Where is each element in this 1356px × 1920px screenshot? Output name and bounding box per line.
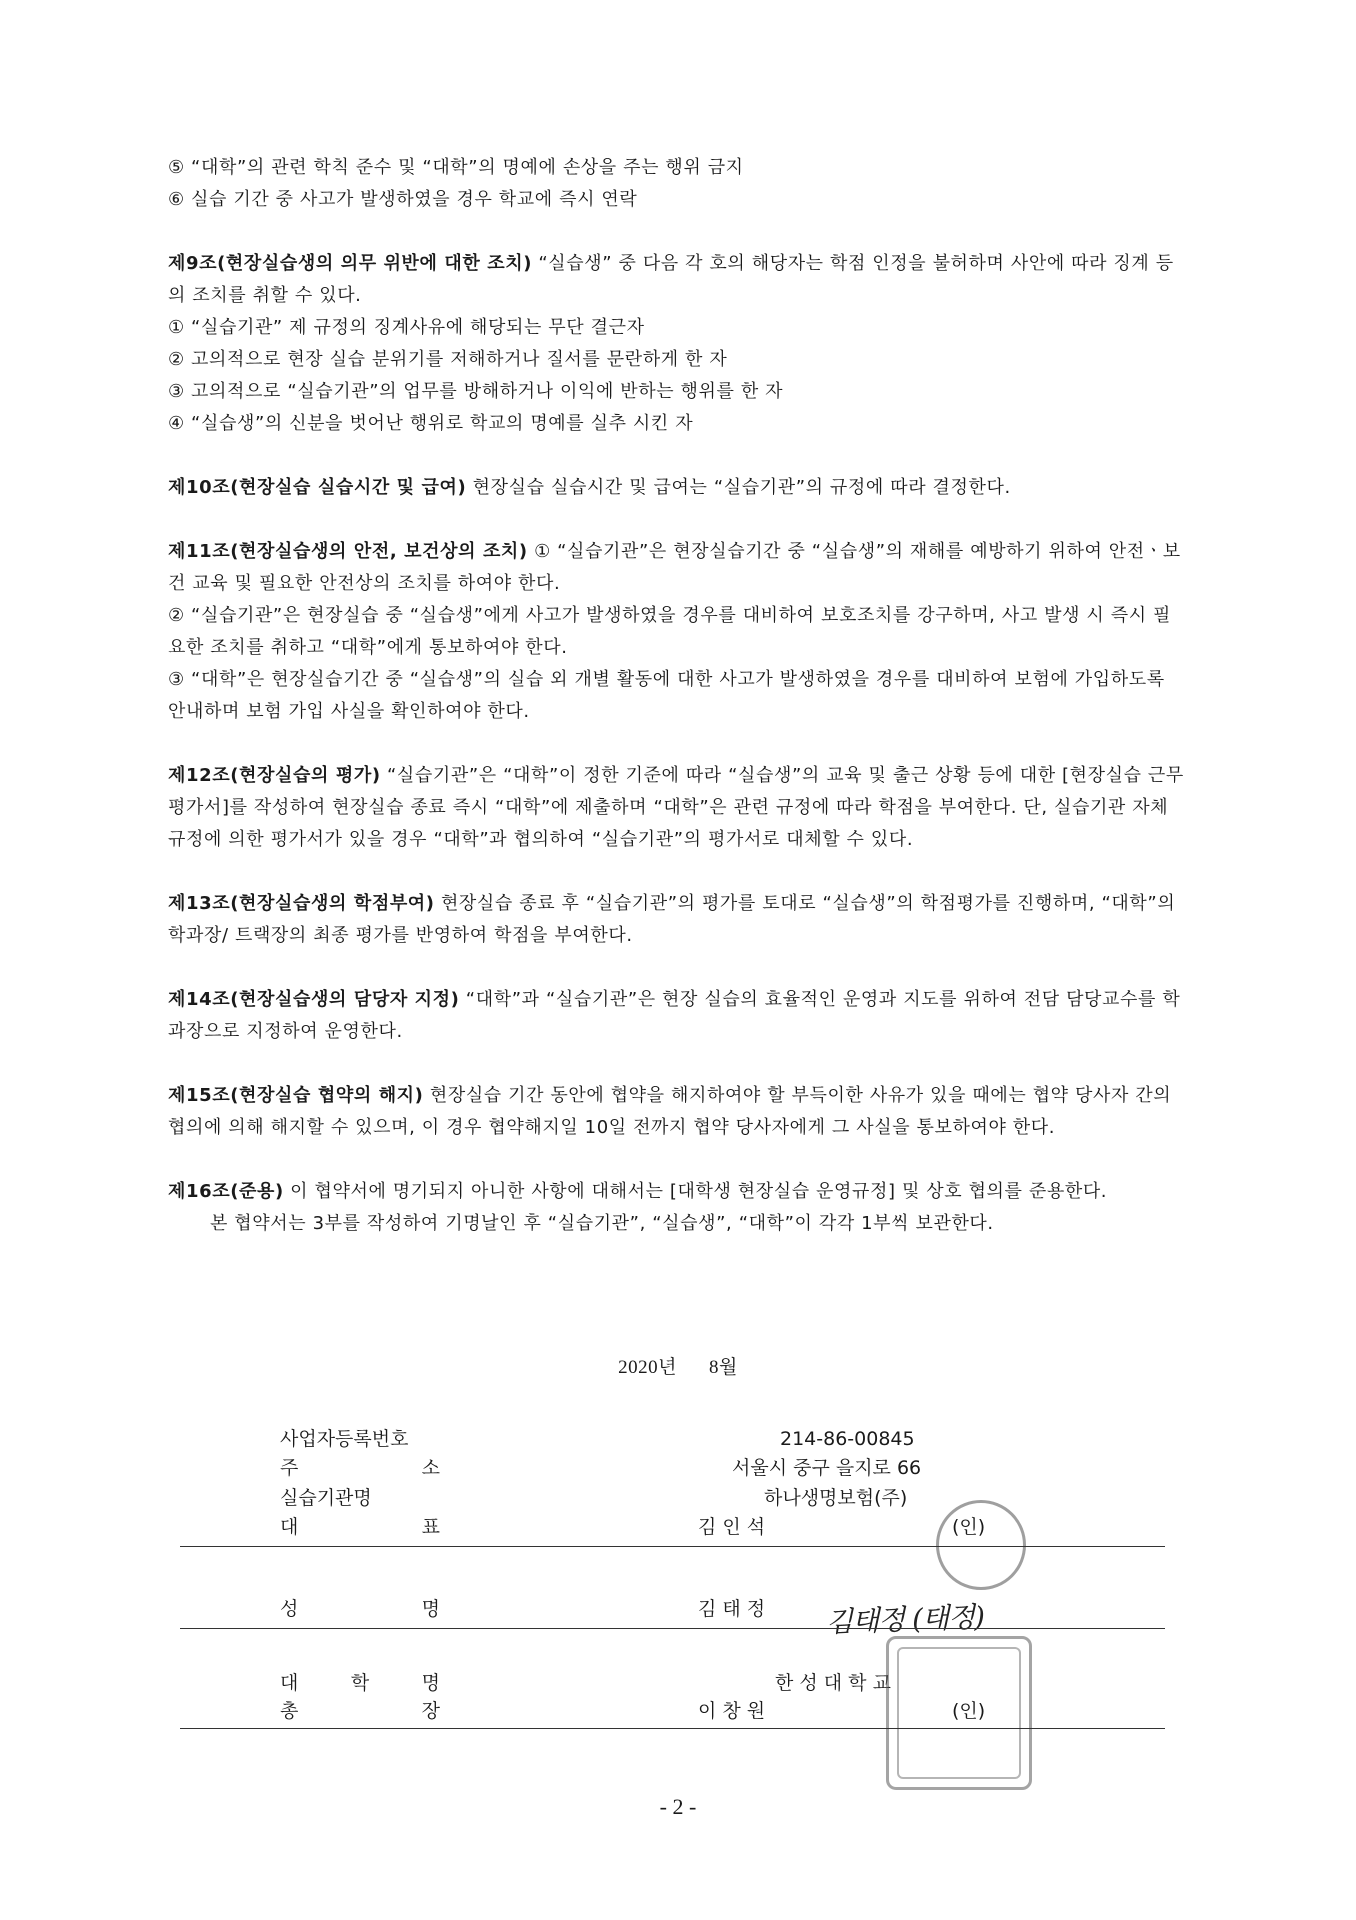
company-reg-row: [280, 1424, 1180, 1454]
company-address-label: 주 소: [280, 1457, 440, 1479]
university-name-row: [280, 1668, 1180, 1698]
page-number: - 2 -: [659, 1794, 697, 1819]
company-name-row: [280, 1483, 1180, 1513]
article-11-text-3: ③ “대학”은 현장실습기간 중 “실습생”의 실습 외 개별 활동에 대한 사고가 발생하였을 경우를 대비하여 보험에 가입하도록 안내하며 보험 가입 사실을 확인하여야 한다.: [168, 669, 1165, 722]
article-9-item-1: ① “실습기관” 제 규정의 징계사유에 해당되는 무단 결근자: [168, 317, 645, 338]
company-rep-value: 김 인 석: [698, 1516, 766, 1538]
article-13: [168, 888, 1188, 952]
article-9-item-3: ③ 고의적으로 “실습기관”의 업무를 방해하거나 이익에 반하는 행위를 한 자: [168, 381, 784, 402]
company-reg-value: 214-86-00845: [780, 1428, 915, 1450]
article-9: [168, 248, 1188, 312]
article-9-item-4: ④ “실습생”의 신분을 벗어난 행위로 학교의 명예를 실추 시킨 자: [168, 413, 694, 434]
article-15-title: 제15조(현장실습 협약의 해지): [168, 1085, 424, 1106]
university-seal: [886, 1636, 1032, 1790]
article-11-text-1: ① “실습기관”은 현장실습기간 중 “실습생”의 재해를 예방하기 위하여 안전ㆍ보건 교육 및 필요한 안전상의 조치를 하여야 한다.: [168, 541, 1181, 594]
article-16: [168, 1176, 1188, 1208]
student-name-row: [280, 1594, 1180, 1624]
student-name-label: 성 명: [280, 1598, 440, 1620]
divider-line-2: [180, 1628, 1165, 1629]
university-name-value: 한 성 대 학 교: [775, 1672, 891, 1694]
article-10: [168, 472, 1188, 504]
article-13-text: 현장실습 종료 후 “실습기관”의 평가를 토대로 “실습생”의 학점평가를 진행하며, “대학”의 학과장/ 트랙장의 최종 평가를 반영하여 학점을 부여한다.: [168, 893, 1176, 946]
clause-6: ⑥ 실습 기간 중 사고가 발생하였을 경우 학교에 즉시 연락: [168, 189, 638, 210]
university-seal-mark: (인): [952, 1700, 986, 1722]
company-round-seal: [936, 1500, 1026, 1590]
article-11: [168, 536, 1188, 600]
divider-line-1: [180, 1546, 1165, 1547]
company-reg-label: 사업자등록번호: [280, 1428, 409, 1450]
article-12-text: “실습기관”은 “대학”이 정한 기준에 따라 “실습생”의 교육 및 출근 상황 등에 대한 [현장실습 근무평가서]를 작성하여 현장실습 종료 즉시 “대학”에 제출하며 “대학”은 관련 규정에 따라 학점을 부여한다. 단, 실습기관 자체 규정에 의한 평가서가 있을 경우 “대학”과 협의하여 “실습기관”의 평가서로 대체할 수 있다.: [168, 765, 1184, 850]
article-11-text-2: ② “실습기관”은 현장실습 중 “실습생”에게 사고가 발생하였을 경우를 대비하여 보호조치를 강구하며, 사고 발생 시 즉시 필요한 조치를 취하고 “대학”에게 통보하여야 한다.: [168, 605, 1172, 658]
divider-line-3: [180, 1728, 1165, 1729]
university-president-label: 총 장: [280, 1700, 440, 1722]
closing-statement: 본 협약서는 3부를 작성하여 기명날인 후 “실습기관”, “실습생”, “대학”이 각각 1부씩 보관한다.: [210, 1213, 994, 1234]
article-12-title: 제12조(현장실습의 평가): [168, 765, 381, 786]
article-10-text: 현장실습 실습시간 및 급여는 “실습기관”의 규정에 따라 결정한다.: [466, 477, 1011, 498]
agreement-body: [168, 152, 1188, 1240]
article-13-title: 제13조(현장실습생의 학점부여): [168, 893, 435, 914]
article-9-item-2: ② 고의적으로 현장 실습 분위기를 저해하거나 질서를 문란하게 한 자: [168, 349, 728, 370]
article-9-title: 제9조(현장실습생의 의무 위반에 대한 조치): [168, 253, 533, 274]
clause-5: ⑤ “대학”의 관련 학칙 준수 및 “대학”의 명예에 손상을 주는 행위 금지: [168, 157, 744, 178]
article-14-text: “대학”과 “실습기관”은 현장 실습의 효율적인 운영과 지도를 위하여 전담 담당교수를 학과장으로 지정하여 운영한다.: [168, 989, 1181, 1042]
university-name-label: 대 학 명: [280, 1672, 440, 1694]
agreement-date: [0, 1352, 1356, 1379]
article-16-title: 제16조(준용): [168, 1181, 284, 1202]
company-name-value: 하나생명보험(주): [764, 1487, 908, 1509]
article-10-title: 제10조(현장실습 실습시간 및 급여): [168, 477, 467, 498]
date-year: 2020년: [618, 1357, 677, 1378]
university-president-value: 이 창 원: [698, 1700, 766, 1722]
article-16-text: 이 협약서에 명기되지 아니한 사항에 대해서는 [대학생 현장실습 운영규정] 및 상호 협의를 준용한다.: [283, 1181, 1108, 1202]
company-rep-row: [280, 1512, 1180, 1542]
article-14: [168, 984, 1188, 1048]
article-12: [168, 760, 1188, 856]
article-11-title: 제11조(현장실습생의 안전, 보건상의 조치): [168, 541, 528, 562]
article-14-title: 제14조(현장실습생의 담당자 지정): [168, 989, 460, 1010]
date-month: 8월: [709, 1357, 738, 1378]
company-seal-mark: (인): [952, 1516, 986, 1538]
article-15-text: 현장실습 기간 동안에 협약을 해지하여야 할 부득이한 사유가 있을 때에는 협약 당사자 간의 협의에 의해 해지할 수 있으며, 이 경우 협약해지일 10일 전까지 협약 당사자에게 그 사실을 통보하여야 한다.: [168, 1085, 1172, 1138]
university-seal-inner: [897, 1647, 1021, 1779]
student-name-value: 김 태 정: [698, 1598, 766, 1620]
company-rep-label: 대 표: [280, 1516, 440, 1538]
article-15: [168, 1080, 1188, 1144]
company-name-label: 실습기관명: [280, 1487, 372, 1509]
company-address-row: [280, 1453, 1180, 1483]
student-signature: 김태정 (태정): [825, 1600, 985, 1639]
company-address-value: 서울시 중구 을지로 66: [732, 1457, 922, 1479]
article-9-intro: “실습생” 중 다음 각 호의 해당자는 학점 인정을 불허하며 사안에 따라 징계 등의 조치를 취할 수 있다.: [168, 253, 1174, 306]
university-president-row: [280, 1696, 1180, 1726]
